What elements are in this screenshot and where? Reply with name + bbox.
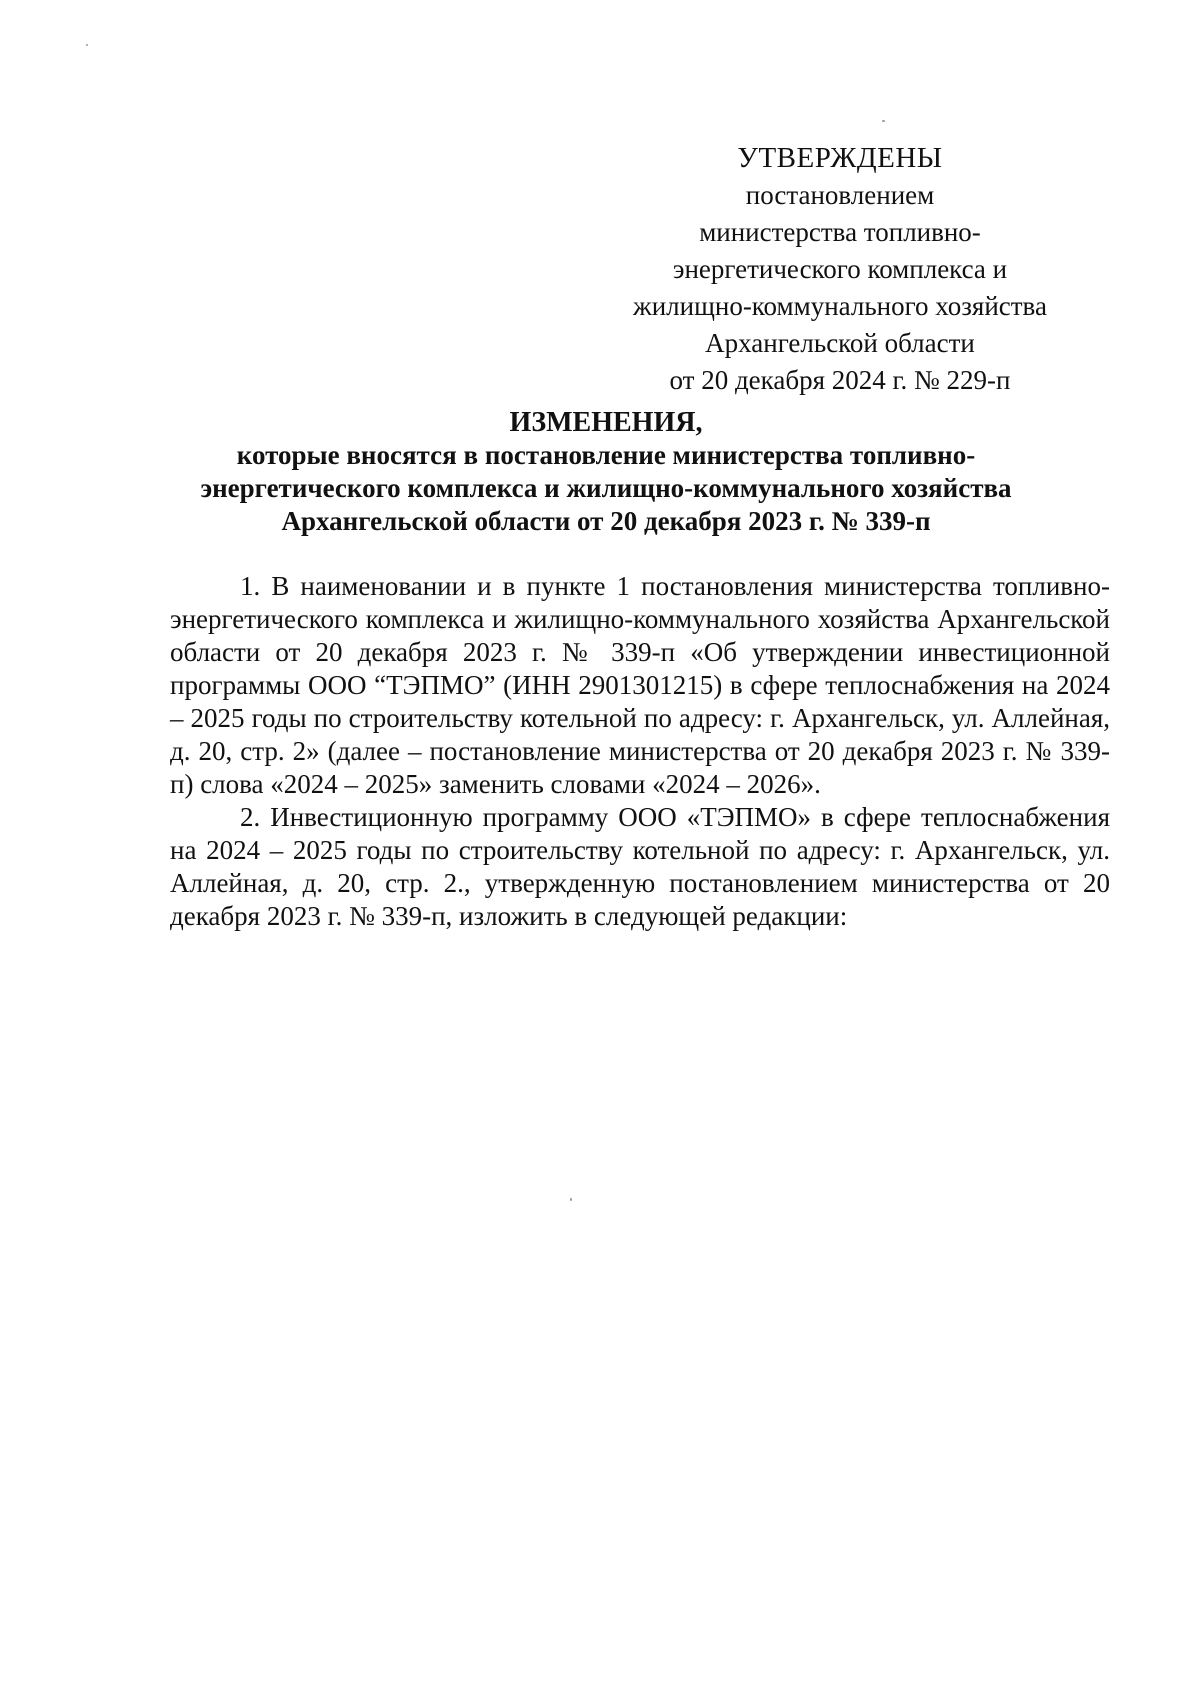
heading-title: ИЗМЕНЕНИЯ, <box>509 407 703 438</box>
heading-line-2: энергетического комплекса и жилищно-коммунального хозяйства <box>200 473 1012 503</box>
approval-title: УТВЕРЖДЕНЫ <box>737 142 943 174</box>
heading-line-1: которые вносятся в постановление министерства топливно- <box>236 440 976 470</box>
approval-line-3: энергетического комплекса и <box>672 254 1008 284</box>
scan-speck <box>882 120 885 122</box>
scan-speck <box>86 44 88 46</box>
approval-line-6: от 20 декабря 2024 г. № 229-п <box>669 365 1011 395</box>
document-body <box>170 570 1110 933</box>
paragraph-1: 1. В наименовании и в пункте 1 постановления министерства топливно-энергетического комплекса и жилищно-коммунального хозяйства Архангельской области от 20 декабря 2023 г. № 339-п «Об утверждении инвестиционной программы ООО “ТЭПМО” (ИНН 2901301215) в сфере теплоснабжения на 2024 – 2025 годы по строительству котельной по адресу: г. Архангельск, ул. Аллейная, д. 20, стр. 2» (далее – постановление министерства от 20 декабря 2023 г. № 339-п) слова «2024 – 2025» заменить словами «2024 – 2026». <box>170 571 1110 799</box>
approval-stamp <box>620 140 1060 399</box>
approval-line-5: Архангельской области <box>705 328 975 358</box>
document-heading <box>150 406 1062 538</box>
paragraph-2: 2. Инвестиционную программу ООО «ТЭПМО» в сфере теплоснабжения на 2024 – 2025 годы по строительству котельной по адресу: г. Архангельск, ул. Аллейная, д. 20, стр. 2., утвержденную постановлением министерства от 20 декабря 2023 г. № 339-п, изложить в следующей редакции: <box>170 802 1110 931</box>
approval-line-4: жилищно-коммунального хозяйства <box>633 291 1047 321</box>
approval-line-1: постановлением <box>745 180 935 210</box>
heading-line-3: Архангельской области от 20 декабря 2023 г. № 339-п <box>281 506 931 536</box>
approval-line-2: министерства топливно- <box>699 217 981 247</box>
scan-speck <box>570 1198 572 1201</box>
